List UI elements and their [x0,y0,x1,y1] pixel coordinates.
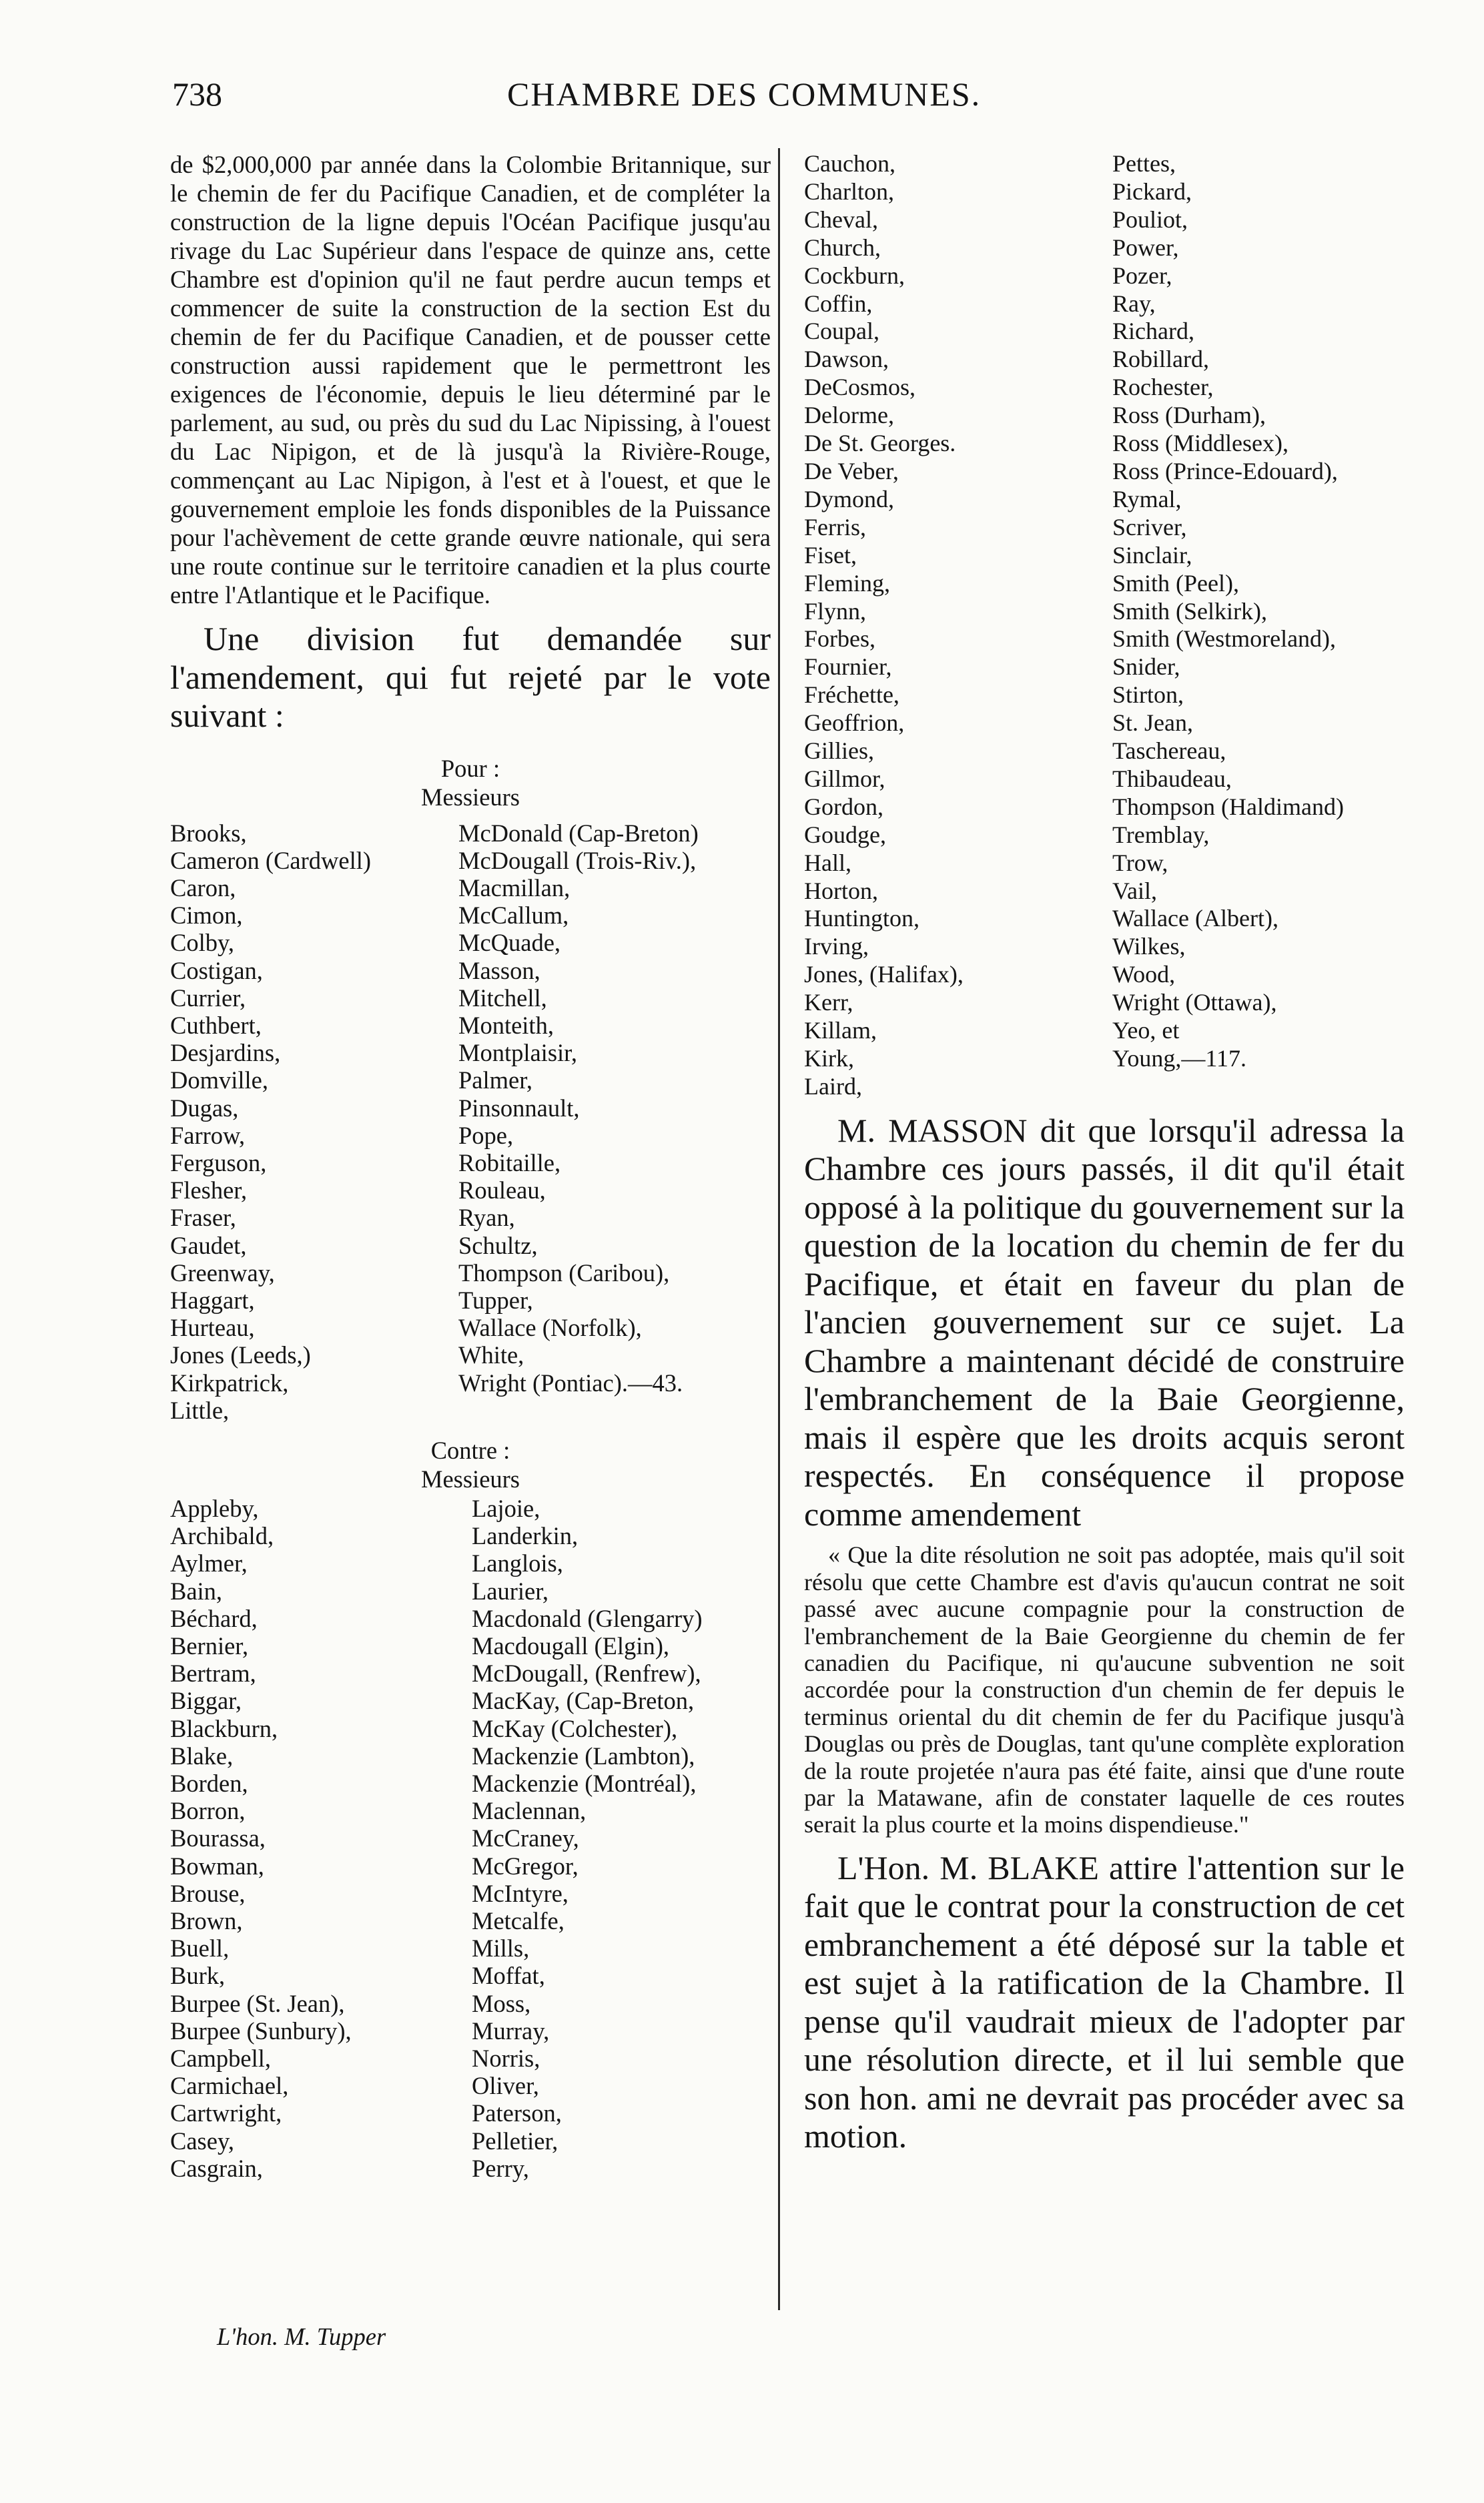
blake-paragraph: L'Hon. M. BLAKE attire l'attention sur le fait que le contrat pour la construction de cet embranchement a été déposé sur la table et est sujet à la ratification de la Chambre. Il pense qu'il vaudrait mieux de l'adopter par une résolution directe, et il lui semble que son hon. ami ne devrait pas procéder avec sa motion. [804,1848,1405,2155]
member-name: Rochester, [1112,374,1214,401]
member-name: White, [458,1341,524,1369]
member-name: Pinsonnault, [458,1094,580,1122]
member-name: Moss, [472,1989,531,2017]
member-name: McCraney, [472,1824,579,1852]
member-name: Bernier, [170,1632,249,1660]
left-column [170,150,771,2182]
member-name: Tremblay, [1112,821,1210,848]
member-name: Dymond, [804,485,894,512]
member-name: Trow, [1112,849,1168,876]
member-name: Ryan, [458,1204,515,1232]
member-name: Fréchette, [804,681,899,709]
member-name: Fournier, [804,653,892,681]
member-name: Buell, [170,1934,230,1962]
member-name: Bertram, [170,1660,256,1688]
member-name: Little, [170,1396,230,1424]
member-name: Burpee (Sunbury), [170,2017,352,2045]
member-name: Vail, [1112,877,1157,904]
member-name: Killam, [804,1017,877,1044]
member-name: De Veber, [804,457,899,484]
member-name: Fleming, [804,569,891,597]
member-name: Kirkpatrick, [170,1369,289,1397]
member-name: Coupal, [804,318,879,345]
member-name: Fraser, [170,1204,236,1232]
member-name: McCallum, [458,902,569,930]
member-name: Ferguson, [170,1148,267,1176]
member-name: Appleby, [170,1494,259,1522]
member-name: Ross (Durham), [1112,402,1266,429]
member-name: Taschereau, [1112,737,1226,765]
member-name: Wood, [1112,961,1176,988]
member-name: Ross (Prince-Edouard), [1112,457,1338,484]
member-name: Borron, [170,1797,246,1825]
member-name: Wilkes, [1112,933,1186,960]
member-name: Murray, [472,2017,550,2045]
amendment-quote: « Que la dite résolution ne soit pas adoptée, mais qu'il soit résolu que cette Chambre est d'avis qu'aucun contrat ne soit passé avec aucune compagnie pour la construction de l'embranchement de la Baie Georgienne du chemin de fer canadien du Pacifique, ni qu'aucune subvention ne soit accordée pour la construction d'un chemin de fer depuis le terminus oriental du dit chemin de fer du Pacifique jusqu'à Douglas ou près de Douglas, tant qu'une complète exploration de la route projetée n'aura pas été faite, ainsi que d'une route par la Matawane, afin de constater laquelle de ces routes serait la plus courte et la moins dispendieuse." [804,1541,1405,1838]
member-name: Montplaisir, [458,1039,577,1067]
member-name: Aylmer, [170,1549,248,1577]
member-name: Goudge, [804,821,886,848]
member-name: Coffin, [804,290,873,317]
pour-names-list [170,819,771,1424]
amendment-text: de $2,000,000 par année dans la Colombie Britannique, sur le chemin de fer du Pacifique Canadien, et de compléter la construction de la ligne depuis l'Océan Pacifique jusqu'au rivage du Lac Supérieur dans l'espace de quinze ans, cette Chambre est d'opinion qu'il ne faut perdre aucun temps et commencer de suite la construction de la section Est du chemin de fer du Pacifique Canadien, et de pousser cette construction aussi rapidement que le permettront les exigences de l'économie, depuis le lieu déterminé par le parlement, au sud, ou près du sud du Lac Nipissing, à l'ouest du Lac Nipigon, et de là jusqu'à la Rivière-Rouge, commençant au Lac Nipigon, à l'est et à l'ouest, et que le gouvernement emploie les fonds disponibles de la Puissance pour l'achèvement de cette grande œuvre nationale, qui sera une route continue sur le territoire canadien et la plus courte entre l'Atlantique et le Pacifique. [170,151,771,609]
member-name: Geoffrion, [804,709,905,737]
member-name: McDougall, (Renfrew), [472,1660,701,1688]
member-name: Mills, [472,1934,530,1962]
member-name: Fiset, [804,541,857,569]
member-name: Palmer, [458,1066,533,1094]
member-name: Young,—117. [1112,1045,1247,1072]
member-name: Rymal, [1112,485,1182,512]
member-name: Perry, [472,2154,529,2182]
member-name: Casey, [170,2127,234,2155]
member-name: Cartwright, [170,2099,282,2127]
member-name: Bain, [170,1577,223,1605]
member-name: Smith (Westmoreland), [1112,625,1337,653]
masson-paragraph: M. MASSON dit que lorsqu'il adressa la Chambre ces jours passés, il dit qu'il était opposé à la politique du gouvernement sur la question de la location du chemin de fer du Pacifique, et était en faveur du plan de l'ancien gouvernement sur ce sujet. La Chambre a maintenant décidé de construire l'embranchement de la Baie Georgienne, mais il espère que les droits acquis seront respectés. En conséquence il propose comme amendement [804,1111,1405,1533]
member-name: Pettes, [1112,150,1176,177]
member-name: Stirton, [1112,681,1184,709]
member-name [1112,1073,1413,1101]
member-name: Campbell, [170,2045,272,2073]
member-name: Laird, [804,1072,862,1100]
member-name: Horton, [804,877,878,904]
member-name: Richard, [1112,318,1194,345]
signature: L'hon. M. Tupper [217,2323,386,2350]
member-name: Macdonald (Glengarry) [472,1604,703,1632]
member-name: Ferris, [804,513,866,541]
member-name: Thompson (Haldimand) [1112,793,1344,820]
member-name: Wallace (Albert), [1112,905,1278,932]
member-name: Maclennan, [472,1797,587,1825]
member-name: Jones, (Halifax), [804,961,964,988]
member-name: Robillard, [1112,346,1209,373]
member-name: Moffat, [472,1962,545,1990]
member-name: McGregor, [472,1852,579,1880]
member-name: McKay (Colchester), [472,1714,678,1742]
right-column [804,150,1405,2156]
member-name: Macmillan, [458,873,571,902]
member-name: Charlton, [804,177,894,205]
page-number: 738 [172,75,222,113]
member-name: Snider, [1112,653,1180,681]
member-name: Irving, [804,933,869,960]
member-name: Burk, [170,1962,226,1990]
member-name: Schultz, [458,1231,538,1259]
contre-names-continued [804,150,1405,1101]
member-name: Mackenzie (Montréal), [472,1770,697,1797]
member-name: Cheval, [804,206,878,233]
member-name: Yeo, et [1112,1017,1180,1044]
member-name: Wright (Pontiac).—43. [458,1369,683,1397]
member-name: Dawson, [804,346,889,373]
member-name: Forbes, [804,625,875,653]
division-paragraph: Une division fut demandée sur l'amendement, qui fut rejeté par le vote suivant : [170,620,771,734]
member-name: Brooks, [170,819,247,847]
member-name: Pouliot, [1112,206,1188,233]
member-name: Flesher, [170,1176,248,1204]
member-name: Carmichael, [170,2072,289,2100]
member-name: Smith (Selkirk), [1112,597,1267,625]
member-name: Haggart, [170,1286,255,1314]
member-name: Brown, [170,1907,243,1935]
pour-subheading: Messieurs [420,783,520,811]
member-name: Tupper, [458,1286,533,1314]
member-name: Desjardins, [170,1039,281,1067]
member-name: Masson, [458,956,540,984]
member-name: Rouleau, [458,1176,546,1204]
member-name: Cauchon, [804,150,895,177]
member-name: Huntington, [804,905,920,932]
member-name: Church, [804,234,881,261]
member-name: Caron, [170,873,236,902]
member-name: McQuade, [458,929,561,957]
member-name: Mitchell, [458,984,547,1012]
member-name: Currier, [170,984,246,1012]
member-name: Greenway, [170,1259,275,1287]
member-name: Gillmor, [804,765,885,792]
member-name: Robitaille, [458,1148,561,1176]
member-name: Delorme, [804,402,894,429]
member-name: Landerkin, [472,1522,579,1550]
member-name: Burpee (St. Jean), [170,1989,345,2017]
contre-subheading: Messieurs [420,1465,520,1493]
member-name: Ray, [1112,290,1156,317]
member-name: Oliver, [472,2072,539,2100]
member-name: Wallace (Norfolk), [458,1314,642,1342]
member-name: Hall, [804,849,851,876]
member-name: Cameron (Cardwell) [170,846,372,874]
member-name: Cuthbert, [170,1011,262,1039]
member-name: Hurteau, [170,1314,255,1342]
member-name: Domville, [170,1066,268,1094]
member-name: Norris, [472,2045,540,2073]
member-name: Macdougall (Elgin), [472,1632,669,1660]
member-name: Costigan, [170,956,263,984]
contre-heading: Contre : [430,1436,510,1464]
member-name: Thompson (Caribou), [458,1259,670,1287]
member-name: Farrow, [170,1121,246,1149]
member-name: Power, [1112,234,1179,261]
member-name: Gordon, [804,793,883,820]
member-name: Dugas, [170,1094,239,1122]
member-name: Laurier, [472,1577,549,1605]
member-name: MacKay, (Cap-Breton, [472,1687,695,1715]
pour-heading: Pour : [440,754,500,782]
member-name: Pickard, [1112,177,1192,205]
member-name: Pope, [458,1121,514,1149]
member-name: Langlois, [472,1549,563,1577]
member-name: Casgrain, [170,2154,263,2182]
member-name: Bourassa, [170,1824,266,1852]
member-name: Brouse, [170,1879,246,1907]
member-name: Borden, [170,1770,248,1797]
member-name: Pelletier, [472,2127,559,2155]
member-name: Cimon, [170,902,243,930]
member-name: Bowman, [170,1852,264,1880]
member-name: Kirk, [804,1045,854,1072]
member-name: Ross (Middlesex), [1112,430,1288,457]
member-name: Colby, [170,929,234,957]
member-name: Archibald, [170,1522,274,1550]
member-name: Kerr, [804,989,853,1016]
member-name: Smith (Peel), [1112,569,1239,597]
member-name: Flynn, [804,597,867,625]
member-name: Blackburn, [170,1714,278,1742]
member-name: Sinclair, [1112,541,1192,569]
member-name: Thibaudeau, [1112,765,1232,792]
member-name: St. Jean, [1112,709,1193,737]
running-title: CHAMBRE DES COMMUNES. [507,75,982,113]
member-name: Jones (Leeds,) [170,1341,311,1369]
member-name: Béchard, [170,1604,258,1632]
member-name: Scriver, [1112,513,1187,541]
member-name: Mackenzie (Lambton), [472,1742,695,1770]
member-name: Pozer, [1112,262,1172,289]
member-name: McDonald (Cap-Breton) [458,819,699,847]
member-name: McDougall (Trois-Riv.), [458,846,697,874]
member-name: Monteith, [458,1011,554,1039]
contre-names-list [170,1495,771,2182]
member-name: Blake, [170,1742,234,1770]
member-name: Lajoie, [472,1494,540,1522]
member-name: Wright (Ottawa), [1112,989,1277,1016]
member-name [458,1397,779,1424]
member-name: Metcalfe, [472,1907,565,1935]
member-name: DeCosmos, [804,374,916,401]
member-name: McIntyre, [472,1879,569,1907]
member-name: Biggar, [170,1687,242,1715]
member-name: De St. Georges. [804,430,956,457]
member-name: Gillies, [804,737,874,765]
member-name: Gaudet, [170,1231,247,1259]
member-name: Paterson, [472,2099,562,2127]
member-name: Cockburn, [804,262,905,289]
